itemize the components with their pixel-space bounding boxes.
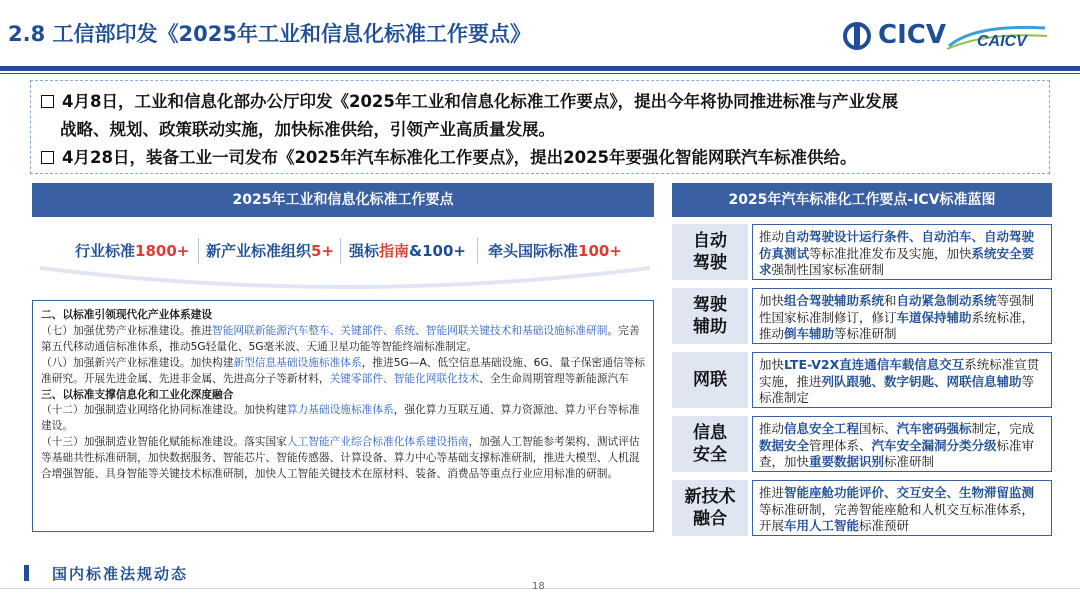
highlight-text: 自动驾驶设计运行条件、自动泊车、自动驾驶仿真测试 [759,229,1035,261]
text-run: 强制性国家标准研制 [771,262,885,277]
paragraph-12: （十二）加强制造业网络化协同标准建设。加快构建算力基础设施标准体系，强化算力互联互通、算力资源池、算力平台等标准建设。 [41,403,640,433]
stats-arc-decoration [40,264,650,294]
section-heading: 二、以标准引领现代化产业体系建设 [41,308,213,321]
highlight-text: 车用人工智能 [784,518,860,533]
text-run: 系统标准宣贯实施，推进 [759,357,1040,389]
category-driver-assistance: 驾驶 辅助 [672,288,748,344]
category-description [752,288,1052,344]
cicv-logo-icon [843,22,871,50]
left-panel-header: 2025年工业和信息化标准工作要点 [32,183,654,217]
paragraph-8: （八）加强新兴产业标准建设。加快构建新型信息基础设施标准体系，推进5G—A、低空信息基础设施、6G、量子保密通信等标准研究。开展先进金属、先进非金属、先进高分子等新材料，关键零部件、智能化网联化技术、全生命周期管理等新能源汽车 [41,355,645,385]
highlight-text: 智能座舱功能评价、交互安全、生物滞留监测 [784,485,1035,500]
intro-item-continued: 战略、规划、政策联动实施，加快标准供给，引领产业高质量发展。 [60,120,555,139]
text-run: 加快 [759,293,785,308]
header-divider-thin [0,73,1080,74]
page-number: 18 [532,581,545,592]
highlight-text: 倒车辅助 [784,326,835,341]
intro-box [30,80,1050,174]
footer-accent [24,565,29,581]
stat-separator [198,238,199,264]
stat-international-standards: 牵头国际标准100+ [488,242,622,260]
section-heading: 三、以标准支撑信息化和工业化深度融合 [41,387,234,401]
text-run: 推动 [759,229,785,244]
text-run: 推进 [759,485,785,500]
text-run: 等标准批准发布及实施，加快 [809,245,972,261]
text-run: 系统标准，推动 [759,309,1035,341]
category-autonomous-driving: 自动 驾驶 [672,224,748,280]
stat-separator [340,238,341,264]
category-information-security: 信息 安全 [672,416,748,472]
footer-section-label: 国内标准法规动态 [52,565,189,583]
text-run: 管理体系、 [809,437,872,453]
text-run: 等强制性国家标准制修订，修订 [759,293,1035,325]
category-description [752,352,1052,408]
checkbox-icon [41,151,54,164]
text-run: 推动 [759,421,785,436]
category-description [752,224,1052,280]
highlight-text: 数据安全 [759,437,810,453]
page-title: 2.8 工信部印发《2025年工业和信息化标准工作要点》 [8,22,531,46]
svg-text:CAICV: CAICV [977,33,1027,50]
highlight-text: 车道保持辅助 [896,309,972,325]
text-run: 标准审查，加快 [759,437,1035,469]
intro-item: 4月8日，工业和信息化部办公厅印发《2025年工业和信息化标准工作要点》，提出今年将协同推进标准与产业发展 [41,88,898,112]
highlight-text: 信息安全工程 [784,421,860,436]
highlight-text: 汽车密码强标 [896,421,972,436]
text-run: 和 [884,293,897,308]
paragraph-13: （十三）加强制造业智能化赋能标准建设。落实国家人工智能产业综合标准化体系建设指南，加强人工智能参考架构、测试评估等基础共性标准研制，加快数据服务、智能芯片、智能传感器、计算设备、算力中心等基础支撑标准研制，推进大模型、人机混合增强智能、具身智能等关键技术标准研制，加快人工智能关键技术在原材料、装备、消费品等重点行业应用标准的研制。 [41,435,640,481]
text-run: 国标、 [859,421,897,436]
left-panel-body [32,300,654,532]
right-panel-header: 2025年汽车标准化工作要点-ICV标准蓝图 [672,183,1052,217]
stat-separator [477,238,478,264]
text-run: 加快 [759,357,785,372]
header-divider [0,66,1080,71]
category-description [752,416,1052,472]
caicv-logo-icon [945,22,1050,52]
text-run: 标准研制 [884,454,935,469]
text-run: 等标准研制，完善智能座舱和人机交互标准体系，开展 [759,501,1035,533]
highlight-text: 组合驾驶辅助系统 [784,293,885,308]
text-run: 标准预研 [859,518,910,533]
highlight-text: 重要数据识别 [809,454,885,469]
highlight-text: 汽车安全漏洞分类分级 [871,437,997,453]
stat-mandatory-standards: 强标指南&100+ [349,242,466,260]
highlight-text: 系统安全要求 [759,245,1035,277]
cicv-logo-text: CICV [878,20,946,50]
highlight-text: 自动紧急制动系统 [896,293,997,308]
text-run: 制定，完成 [971,421,1035,436]
category-new-tech-integration: 新技术 融合 [672,480,748,536]
highlight-text: 列队跟驰、数字钥匙、网联信息辅助 [821,373,1022,389]
paragraph-7: （七）加强优势产业标准建设。推进智能网联新能源汽车整车、关键部件、系统、智能网联关键技术和基础设施标准研制。完善第五代移动通信标准体系，推动5G轻量化、5G毫米波、天通卫星功能等智能终端标准制定。 [41,323,640,353]
highlight-text: LTE-V2X直连通信车载信息交互 [784,357,965,372]
intro-item: 4月28日，装备工业一司发布《2025年汽车标准化工作要点》，提出2025年要强化智能网联汽车标准供给。 [41,144,857,168]
text-run: 等标准研制 [834,326,897,341]
checkbox-icon [41,95,54,108]
stat-industry-standards: 行业标准1800+ [75,242,190,260]
category-connectivity: 网联 [672,352,748,408]
text-run: 等标准制定 [759,373,1035,405]
stat-new-industry-orgs: 新产业标准组织5+ [206,242,335,260]
category-description [752,480,1052,536]
